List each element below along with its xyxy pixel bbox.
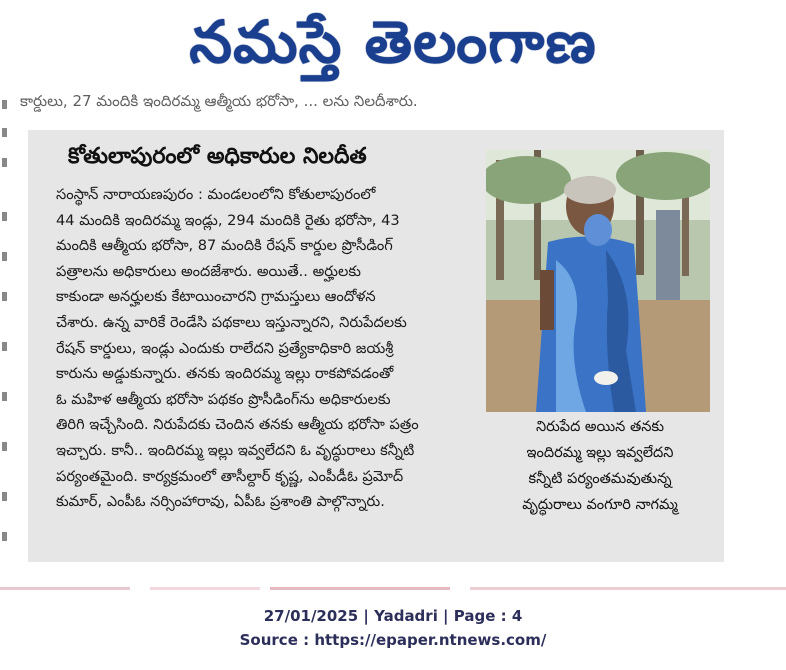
body-line: కాకుండా అనర్హులకు కేటాయించారని గ్రామస్తులు ఆందోళన — [56, 288, 376, 306]
adjacent-column-fragments — [0, 92, 10, 562]
body-line: సంస్థాన్ నారాయణపురం : మండలంలోని కోతులాపురంలో — [56, 186, 376, 203]
next-article-edge-graphic — [0, 585, 786, 590]
body-line: 44 మందికి ఇందిరమ్మ ఇండ్లు, 294 మందికి రైతు భరోసా, 43 — [56, 211, 400, 229]
article-photo — [486, 150, 710, 412]
caption-line: ఇందిరమ్మ ఇల్లు ఇవ్వలేదని — [526, 445, 674, 461]
article-body — [56, 182, 498, 515]
source-link[interactable]: Source : https://epaper.ntnews.com/ — [239, 631, 547, 649]
photo-caption — [490, 414, 710, 518]
body-line: పత్రాలను అధికారులు అందజేశారు. అయితే.. అర్హులకు — [56, 262, 361, 280]
body-line: తిరిగి ఇచ్చేసింది. నిరుపేదకు చెందిన తనకు ఆత్మీయ భరోసా పత్రం — [56, 416, 419, 434]
page-footer — [0, 604, 786, 652]
elderly-woman-photo — [486, 150, 710, 412]
news-article — [28, 130, 724, 562]
newspaper-masthead — [0, 0, 786, 84]
edition-info: 27/01/2025 | Yadadri | Page : 4 — [263, 607, 523, 625]
caption-line: కన్నీటి పర్యంతమవుతున్న — [528, 471, 672, 487]
caption-line: వృద్ధురాలు వంగూరి నాగమ్మ — [522, 497, 678, 513]
article-headline: కోతులాపురంలో అధికారుల నిలదీత — [68, 144, 367, 169]
adjacent-column-edge — [0, 92, 10, 562]
previous-article-cut-line: కార్డులు, 27 మందికి ఇందిరమ్మ ఆత్మీయ భరోసా, ... లను నిలదీశారు. — [20, 92, 418, 110]
body-line: చేశారు. ఉన్న వారికే రెండేసి పథకాలు ఇస్తున్నారని, నిరుపేదలకు — [56, 313, 407, 331]
next-article-edge-strip — [0, 580, 786, 590]
masthead-logo-text: నమస్తే తెలంగాణ — [189, 8, 597, 76]
body-line: ఓ మహిళ ఆత్మీయ భరోసా పథకం ప్రొసీడింగ్‌ను అధికారులకు — [56, 390, 391, 408]
body-line: పర్యంతమైంది. కార్యక్రమంలో తాసీల్దార్ కృష్ణ, ఎంపీడీఓ ప్రమోద్ — [56, 467, 404, 485]
body-line: రేషన్ కార్డులు, ఇండ్లు ఎందుకు రాలేదని ప్రత్యేకాధికారి జయశ్రీ — [56, 339, 394, 357]
body-line: కుమార్, ఎంపీఓ నర్సింహారావు, ఏపీఓ ప్రశాంతి పాల్గొన్నారు. — [56, 493, 385, 511]
body-line: మందికి ఆత్మీయ భరోసా, 87 మందికి రేషన్ కార్డుల ప్రొసీడింగ్ — [56, 237, 393, 255]
caption-line: నిరుపేద అయిన తనకు — [535, 419, 665, 435]
body-line: కారును అడ్డుకున్నారు. తనకు ఇందిరమ్మ ఇల్లు రాకపోవడంతో — [56, 365, 394, 383]
body-line: ఇచ్చారు. కానీ.. ఇందిరమ్మ ఇల్లు ఇవ్వలేదని ఓ వృద్ధురాలు కన్నీటి — [56, 441, 415, 459]
